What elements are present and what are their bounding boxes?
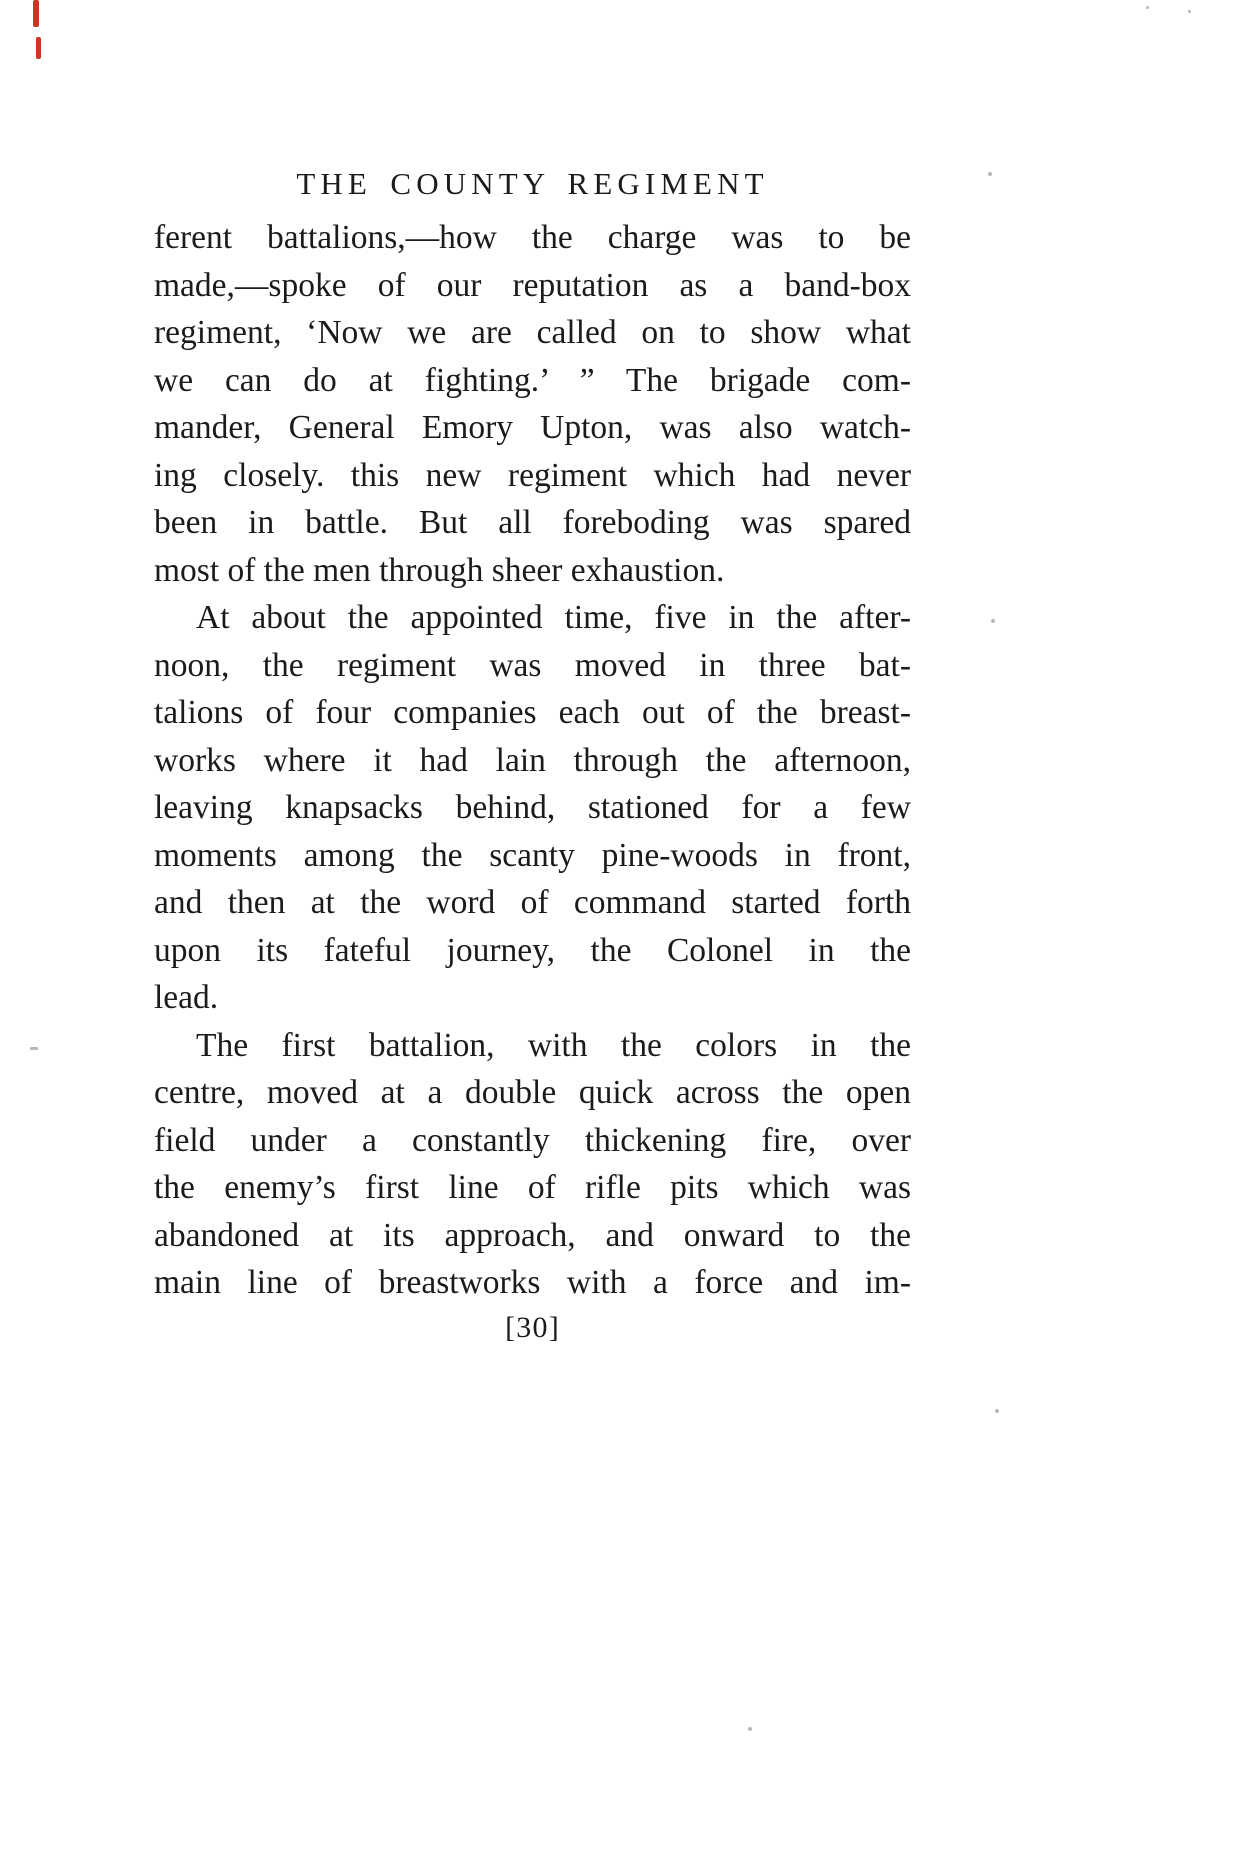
text-line: regiment, ‘Now we are called on to show what [154, 314, 911, 351]
running-header: THE COUNTY REGIMENT [296, 166, 769, 201]
scan-speck [995, 1409, 999, 1413]
text-line: The first battalion, with the colors in the [196, 1026, 911, 1064]
text-line: ing closely. this new regiment which had never [154, 456, 911, 494]
text-line: abandoned at its approach, and onward to the [154, 1216, 911, 1254]
text-line: been in battle. But all foreboding was spared [154, 504, 911, 541]
text-line: works where it had lain through the afternoon, [154, 741, 911, 779]
text-block [154, 166, 911, 1345]
text-line: noon, the regiment was moved in three bat- [154, 646, 911, 684]
scan-speck [748, 1727, 752, 1731]
scan-speck [1188, 10, 1191, 13]
text-line: the enemy’s first line of rifle pits which was [154, 1169, 911, 1206]
text-line: and then at the word of command started forth [154, 884, 911, 921]
text-line: most of the men through sheer exhaustion. [154, 551, 725, 589]
paragraph [154, 214, 911, 594]
paragraph [154, 1022, 911, 1307]
scan-mark-red [33, 0, 39, 27]
text-line: we can do at fighting.’ ” The brigade com- [154, 361, 911, 399]
scan-mark-red [36, 37, 41, 59]
text-line: upon its fateful journey, the Colonel in the [154, 931, 911, 969]
text-line: mander, General Emory Upton, was also watch- [154, 409, 911, 446]
text-line: moments among the scanty pine-woods in front, [154, 836, 911, 874]
body-text [154, 214, 911, 1307]
text-line: At about the appointed time, five in the after- [196, 599, 911, 636]
text-line: main line of breastworks with a force and im- [154, 1264, 911, 1301]
scan-speck [988, 172, 992, 176]
scan-speck [1146, 6, 1149, 9]
page-number: [30] [505, 1310, 560, 1344]
text-line: centre, moved at a double quick across the open [154, 1074, 911, 1111]
text-line: made,—spoke of our reputation as a band-box [154, 266, 911, 304]
scan-speck [30, 1047, 38, 1050]
scan-speck [991, 619, 995, 623]
text-line: talions of four companies each out of the breast- [154, 694, 911, 731]
text-line: lead. [154, 979, 219, 1016]
text-line: field under a constantly thickening fire, over [154, 1121, 911, 1159]
paragraph [154, 594, 911, 1022]
text-line: leaving knapsacks behind, stationed for a few [154, 789, 911, 826]
text-line: ferent battalions,—how the charge was to be [154, 219, 911, 256]
